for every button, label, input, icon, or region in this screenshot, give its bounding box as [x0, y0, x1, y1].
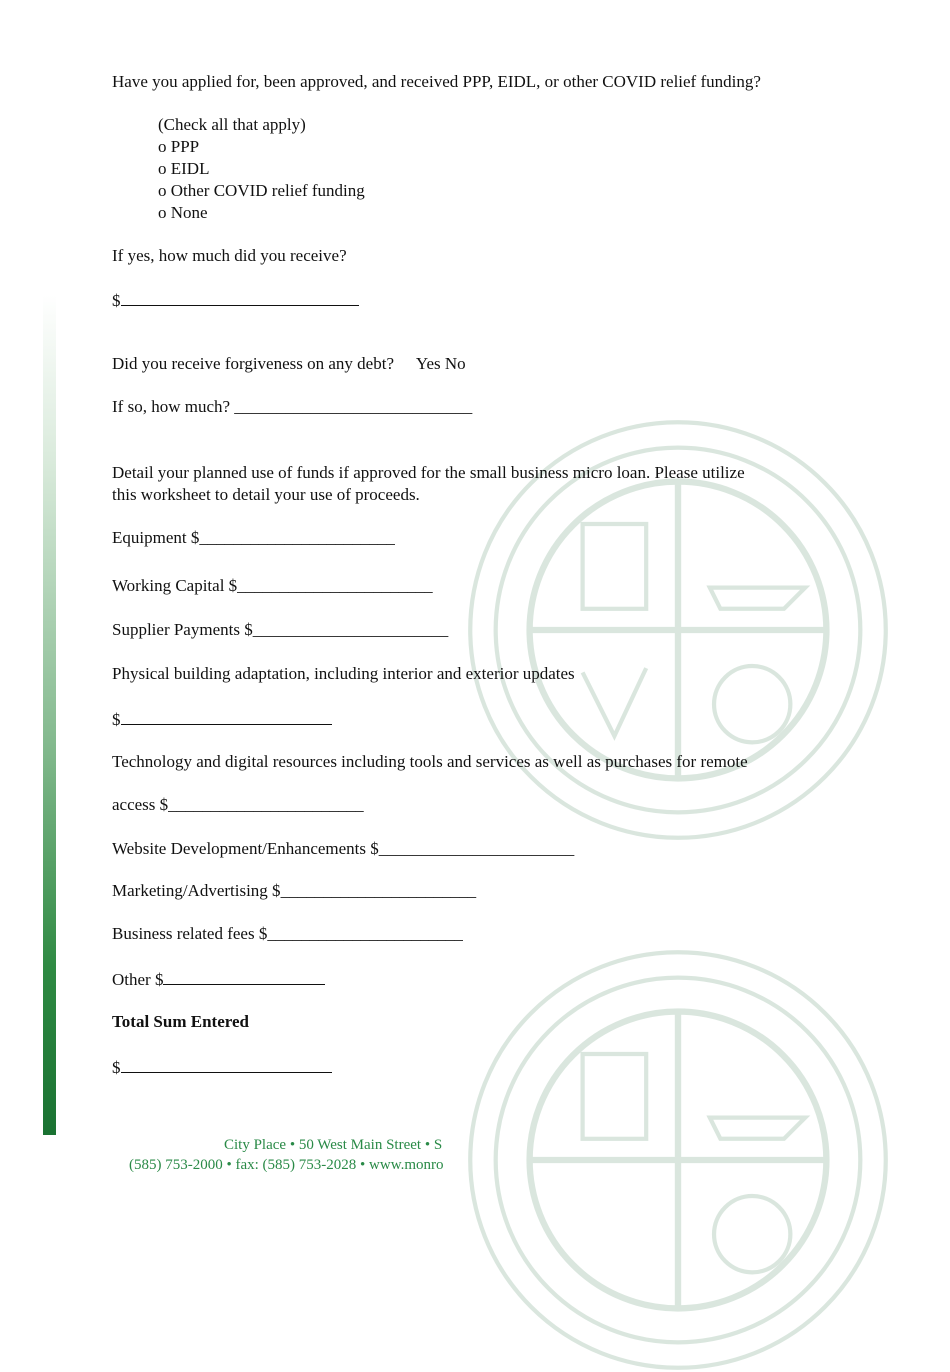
total-sum-heading: Total Sum Entered [112, 1012, 249, 1031]
supplier-payments-label: Supplier Payments $ [112, 620, 253, 639]
building-adaptation-field [112, 707, 332, 731]
currency-symbol: $ [112, 710, 121, 729]
green-sidebar-bar [43, 295, 56, 1135]
remote-access-label: access $ [112, 795, 169, 814]
equipment-label: Equipment $ [112, 528, 200, 547]
checkbox-none[interactable] [158, 202, 208, 224]
checkbox-label: None [170, 203, 208, 222]
check-all-note: (Check all that apply) [158, 115, 306, 134]
use-of-funds-intro-line2: this worksheet to detail your use of proceeds. [112, 485, 420, 504]
use-of-funds-intro-line1: Detail your planned use of funds if approved for the small business micro loan. Please utilize [112, 463, 745, 482]
equipment-row [112, 527, 395, 549]
footer-contact: (585) 753-2000 • fax: (585) 753-2028 • www.monro [129, 1157, 444, 1173]
remote-access-row [112, 794, 364, 816]
fees-row [112, 923, 463, 945]
checkbox-ppp[interactable] [158, 136, 199, 158]
fees-blank[interactable]: _______________________ [267, 924, 463, 943]
forgiveness-question-row [112, 353, 466, 375]
marketing-label: Marketing/Advertising $ [112, 881, 281, 900]
supplier-payments-blank[interactable]: _______________________ [252, 620, 449, 639]
checkbox-bullet-icon: o [158, 159, 167, 178]
checkbox-bullet-icon: o [158, 137, 167, 156]
fees-label: Business related fees $ [112, 924, 268, 943]
checkbox-other-covid-relief[interactable] [158, 180, 365, 202]
other-blank[interactable] [163, 967, 325, 985]
website-row [112, 838, 574, 860]
amount-received-field[interactable] [112, 288, 359, 312]
currency-symbol: $ [112, 291, 121, 310]
forgiveness-amount-blank[interactable]: ____________________________ [234, 397, 473, 416]
forgiveness-no-option[interactable]: No [444, 354, 466, 373]
equipment-blank[interactable]: _______________________ [199, 528, 395, 547]
footer-address: City Place • 50 West Main Street • S [224, 1137, 443, 1153]
marketing-row [112, 880, 476, 902]
website-label: Website Development/Enhancements $ [112, 839, 379, 858]
checkbox-label: EIDL [170, 159, 210, 178]
forgiveness-amount-label: If so, how much? [112, 397, 231, 416]
supplier-payments-row [112, 619, 448, 641]
checkbox-label: Other COVID relief funding [170, 181, 365, 200]
forgiveness-amount-row [112, 396, 472, 418]
working-capital-blank[interactable]: _______________________ [237, 576, 433, 595]
checkbox-bullet-icon: o [158, 181, 167, 200]
website-blank[interactable]: _______________________ [378, 839, 575, 858]
forgiveness-question: Did you receive forgiveness on any debt? [112, 354, 394, 373]
total-sum-field [112, 1055, 332, 1079]
forgiveness-yes-option[interactable]: Yes [415, 354, 441, 373]
building-adaptation-label: Physical building adaptation, including interior and exterior updates [112, 664, 575, 683]
other-row [112, 967, 325, 991]
amount-received-blank[interactable] [121, 288, 359, 306]
other-label: Other $ [112, 970, 164, 989]
monroe-county-seal-watermark-2 [466, 948, 890, 1372]
currency-symbol: $ [112, 1058, 121, 1077]
covid-funding-question: Have you applied for, been approved, and received PPP, EIDL, or other COVID relief funding? [112, 72, 761, 91]
working-capital-row [112, 575, 433, 597]
checkbox-eidl[interactable] [158, 158, 209, 180]
amount-received-question: If yes, how much did you receive? [112, 246, 347, 265]
marketing-blank[interactable]: _______________________ [280, 881, 477, 900]
remote-access-blank[interactable]: _______________________ [168, 795, 364, 814]
checkbox-bullet-icon: o [158, 203, 167, 222]
checkbox-label: PPP [170, 137, 200, 156]
technology-label: Technology and digital resources including tools and services as well as purchases for remote [112, 752, 748, 771]
working-capital-label: Working Capital $ [112, 576, 238, 595]
building-adaptation-blank[interactable] [121, 707, 332, 725]
total-sum-blank[interactable] [121, 1055, 332, 1073]
